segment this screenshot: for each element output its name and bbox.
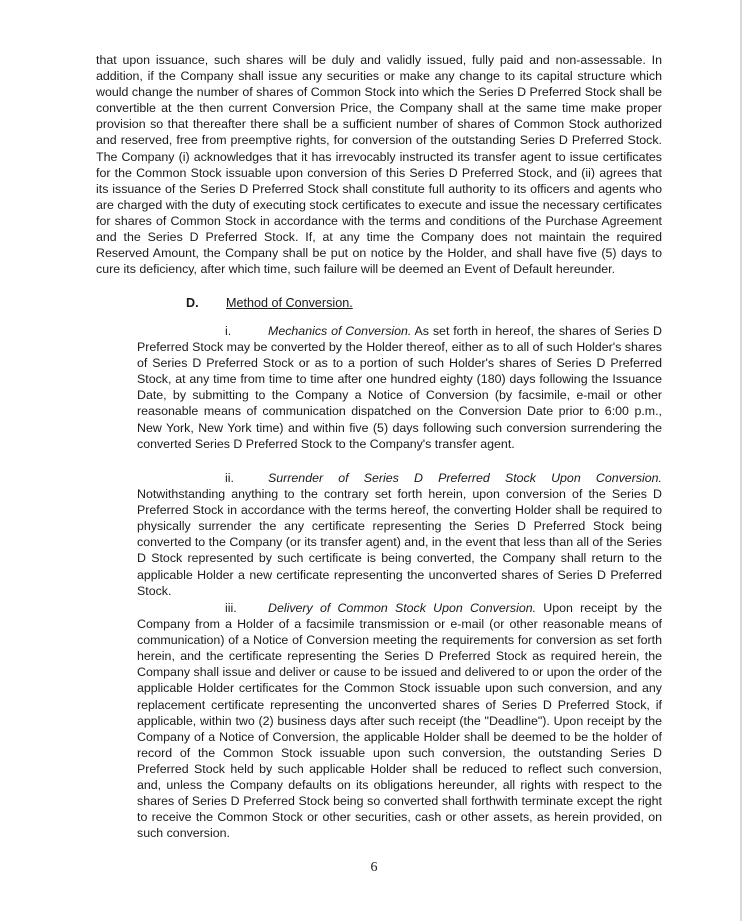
subsection-text: As set forth in hereof, the shares of Series D Preferred Stock may be converted by the Holder thereof, either as to all of such Holder's shares of Series D Preferred Stock or as to a portion of such Holder's shares of Series D Preferred Stock, at any time from time to time after one hundred eighty (180) days following the Issuance Date, by submitting to the Company a Notice of Conversion (by facsimile, e-mail or other reasonable means of communication dispatched on the Conversion Date prior to 6:00 p.m., New York, New York time) and within five (5) days following such conversion surrendering the converted Series D Preferred Stock to the Company's transfer agent. (137, 324, 662, 451)
subsection-title: Mechanics of Conversion. (268, 324, 412, 338)
page-number: 6 (370, 860, 378, 875)
subsection-paragraph (137, 323, 662, 452)
subsection-title: Surrender of Series D Preferred Stock Upon Conversion. (268, 471, 662, 485)
scan-edge-line (740, 0, 742, 921)
subsection-text: Notwithstanding anything to the contrary set forth herein, upon conversion of the Series D Preferred Stock in accordance with the terms hereof, the converting Holder shall be required to physically surrender the any certificate representing the Series D Preferred Stock being converted to the Company (or its transfer agent) and, in the event that less than all of the Series D Stock represented by such certificate is being converted, the Company shall return to the applicable Holder a new certificate representing the unconverted shares of Series D Preferred Stock. (137, 487, 662, 598)
intro-paragraph: that upon issuance, such shares will be duly and validly issued, fully paid and non-assessable. In addition, if the Company shall issue any securities or make any change to its capital structure which would change the number of shares of Common Stock into which the Series D Preferred Stock shall be convertible at the then current Conversion Price, the Company shall at the same time make proper provision so that thereafter there shall be a sufficient number of shares of Common Stock authorized and reserved, free from preemptive rights, for conversion of the outstanding Series D Preferred Stock. The Company (i) acknowledges that it has irrevocably instructed its transfer agent to issue certificates for the Common Stock issuable upon conversion of this Series D Preferred Stock, and (ii) agrees that its issuance of the Series D Preferred Stock shall constitute full authority to its officers and agents who are charged with the duty of executing stock certificates to execute and issue the necessary certificates for shares of Common Stock in accordance with the terms and conditions of the Purchase Agreement and the Series D Preferred Stock. If, at any time the Company does not maintain the required Reserved Amount, the Company shall be put on notice by the Holder, and shall have five (5) days to cure its deficiency, after which time, such failure will be deemed an Event of Default hereunder. (96, 53, 662, 277)
subsection-paragraph (137, 600, 662, 841)
section-heading (186, 295, 353, 311)
section-letter: D. (186, 296, 199, 310)
subsection-title: Delivery of Common Stock Upon Conversion. (268, 601, 537, 615)
subsection-text: Upon receipt by the Company from a Holder of a facsimile transmission or e-mail (or other reasonable means of communication) of a Notice of Conversion meeting the requirements for conversion as set forth herein, and the certificate representing the Series D Preferred Stock as required herein, the Company shall issue and deliver or cause to be issued and delivered to or upon the order of the applicable Holder certificates for the Common Stock issuable upon such conversion, and any replacement certificate representing the unconverted shares of Series D Preferred Stock, if applicable, within two (2) business days after such receipt (the "Deadline"). Upon receipt by the Company of a Notice of Conversion, the applicable Holder shall be deemed to be the holder of record of the Common Stock issuable upon such conversion, the outstanding Series D Preferred Stock held by such applicable Holder shall be reduced to reflect such conversion, and, unless the Company defaults on its obligations hereunder, all rights with respect to the shares of Series D Preferred Stock being so converted shall forthwith terminate except the right to receive the Common Stock or other securities, cash or other assets, as herein provided, on such conversion. (137, 601, 662, 841)
subsection-paragraph (137, 470, 662, 599)
subsection-number: iii. (225, 601, 237, 615)
subsection-number: i. (225, 324, 232, 338)
subsection-number: ii. (225, 471, 234, 485)
section-title: Method of Conversion. (226, 296, 353, 310)
